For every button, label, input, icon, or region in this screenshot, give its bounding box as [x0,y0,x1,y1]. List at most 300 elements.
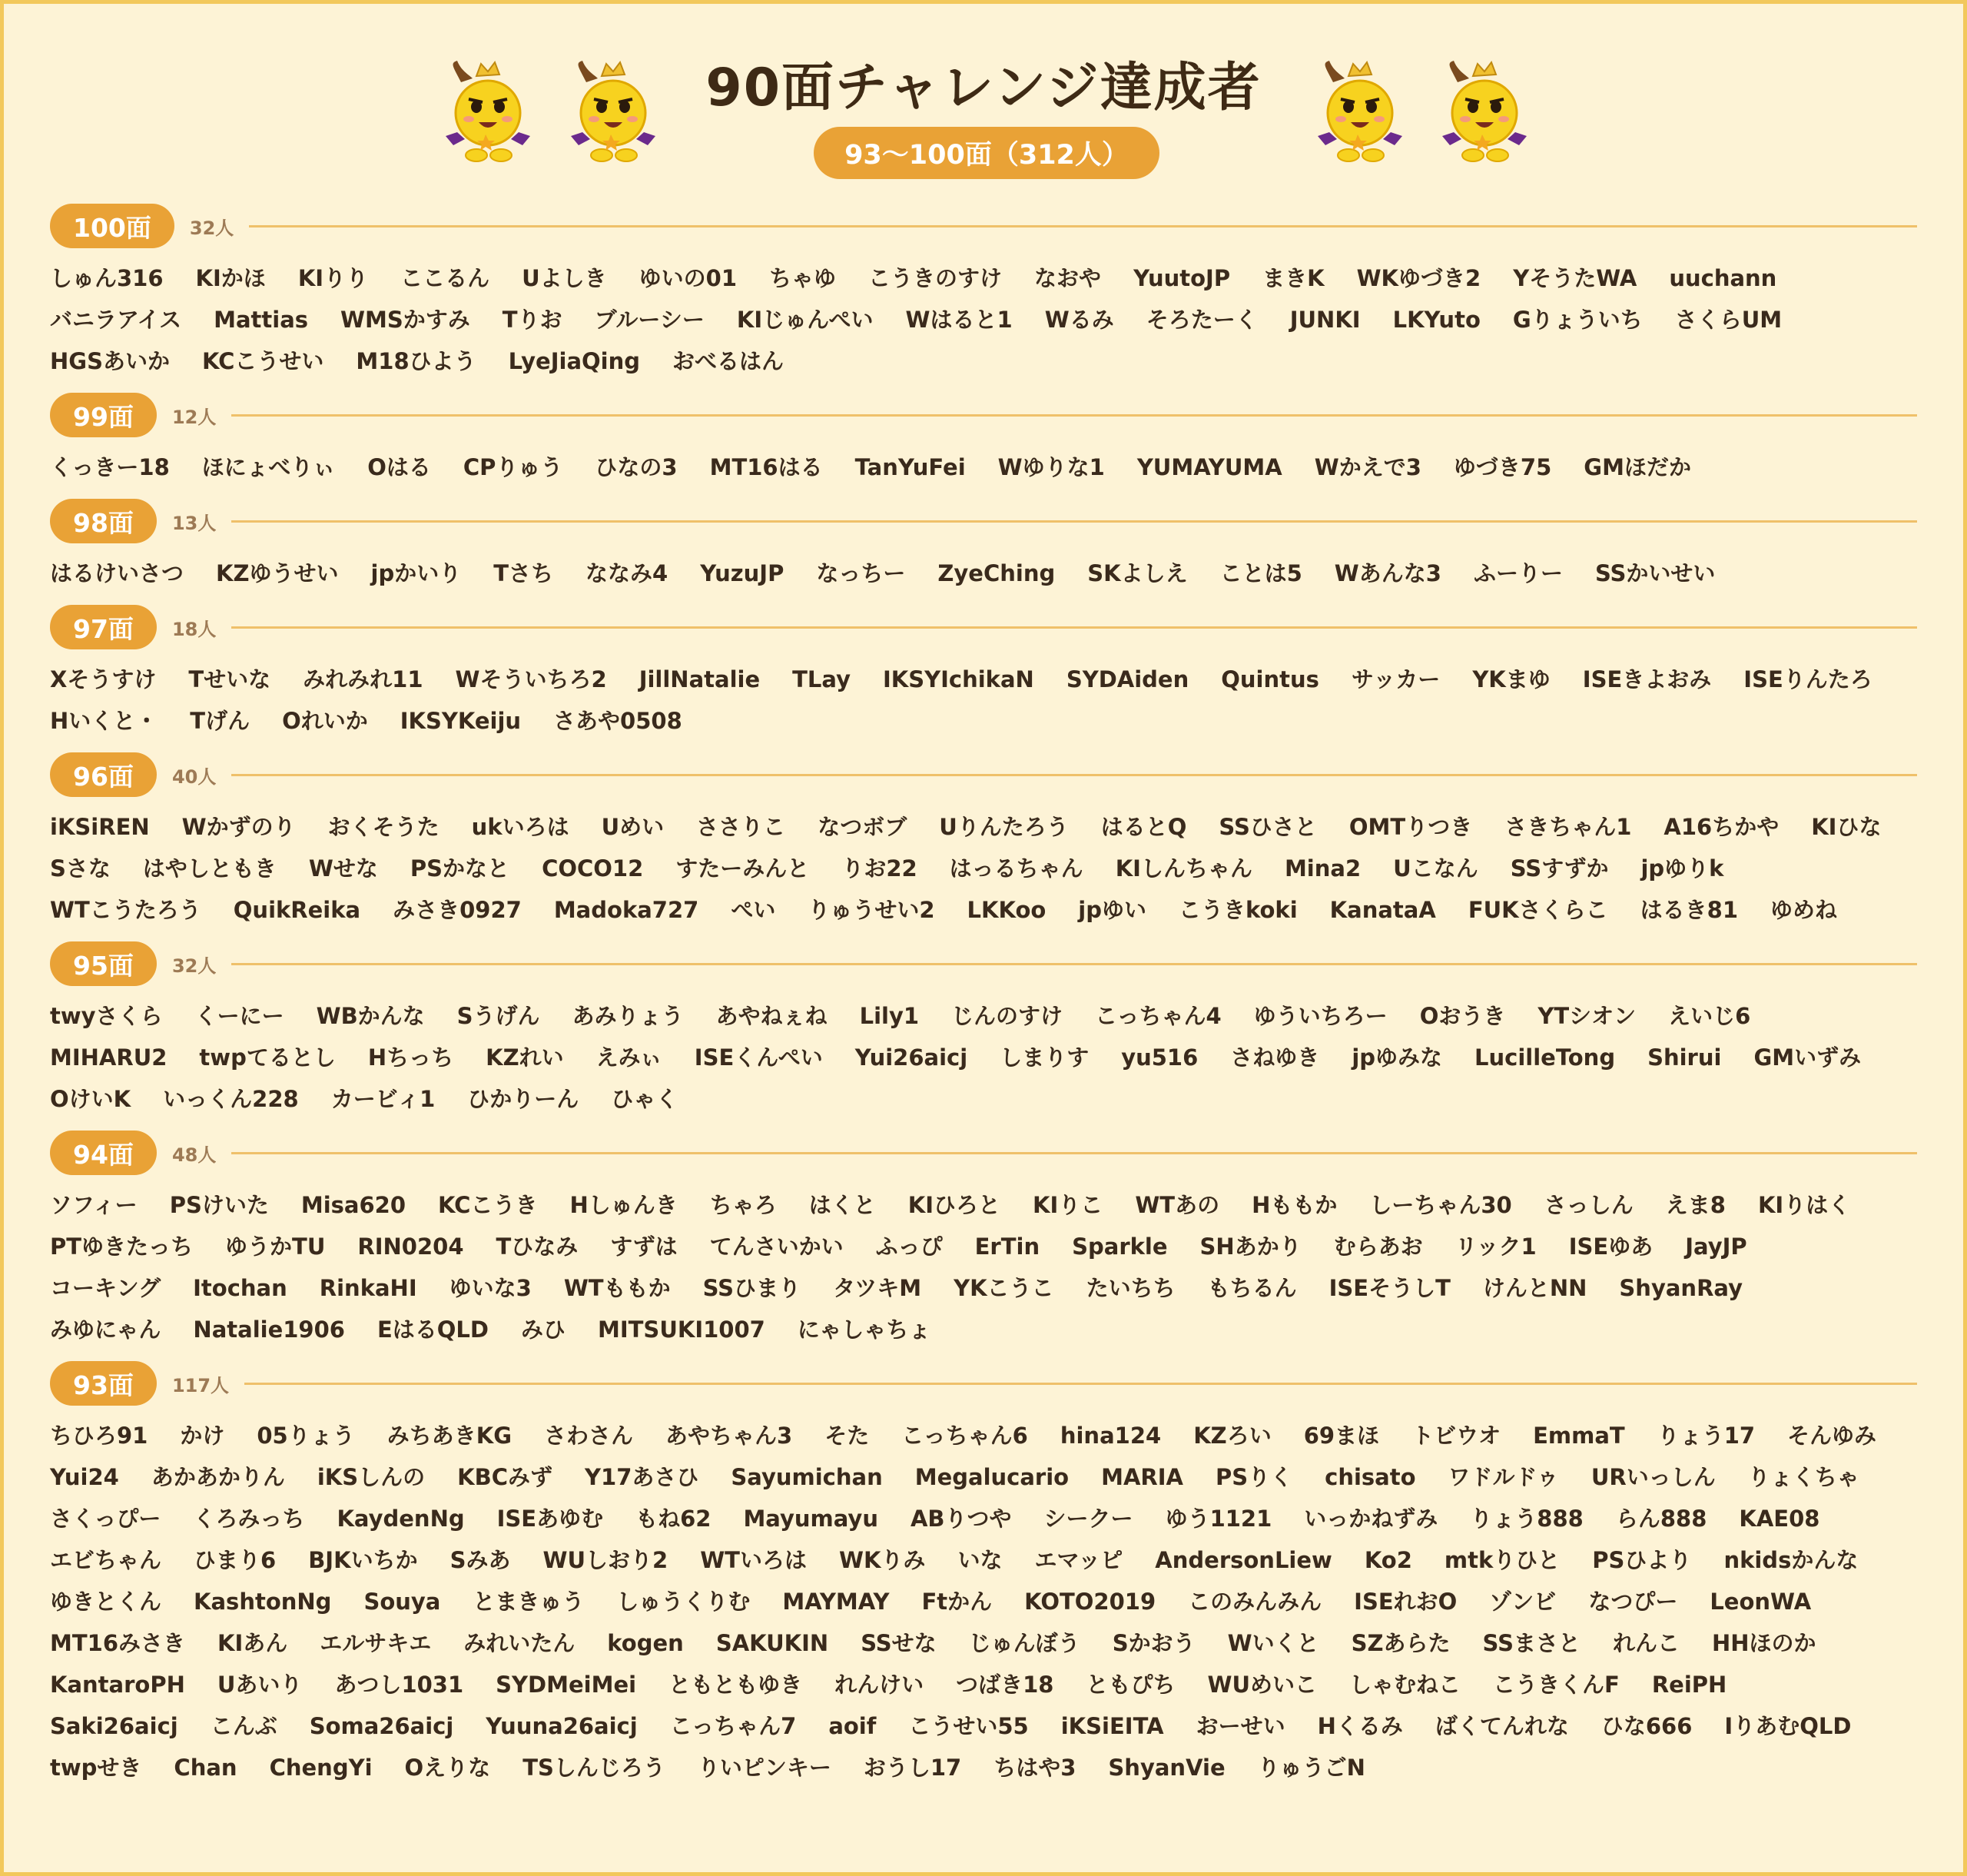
achiever-name: twyさくら [50,1003,163,1029]
achiever-name: GMいずみ [1753,1044,1862,1071]
achiever-name: ABりつや [910,1506,1012,1532]
achiever-name: LeonWA [1710,1589,1812,1615]
page-title: 90面チャレンジ達成者 [705,58,1262,118]
achiever-name: jpゆい [1078,897,1146,923]
achiever-name: Wゆりな1 [997,454,1105,480]
achiever-name: ぺい [731,897,776,923]
achiever-name: Oはる [367,454,431,480]
achiever-name: つばき18 [956,1672,1054,1698]
achiever-name: そんゆみ [1787,1423,1877,1449]
achiever-name: PTゆきたっち [50,1234,194,1260]
achiever-name: PSりく [1215,1464,1293,1490]
achiever-name: YKこうこ [954,1275,1054,1301]
achiever-name: たいちち [1086,1275,1176,1301]
achiever-name: Mina2 [1284,855,1362,882]
achiever-name: HGSあいか [50,348,170,374]
achiever-name: みひ [520,1317,566,1343]
achiever-name: こっちゃん4 [1095,1003,1222,1029]
achiever-name: 05りょう [257,1423,355,1449]
names-list [50,1184,1917,1350]
achiever-name: ReiPH [1651,1672,1727,1698]
achiever-name: Uめい [601,814,665,840]
achiever-name: Wあんな3 [1334,560,1441,586]
achiever-name: ISEくんぺい [694,1044,823,1071]
achiever-name: WTこうたろう [50,897,201,923]
achiever-name: Wいくと [1227,1630,1319,1656]
achiever-name: chisato [1325,1464,1416,1490]
achiever-name: Uこなん [1393,855,1478,882]
achiever-name: Wそういちろ2 [455,666,607,692]
achiever-name: Wかずのり [181,814,296,840]
section-count: 13人 [171,512,217,534]
achiever-name: ISEりんたろ [1743,666,1872,692]
achiever-name: KZれい [486,1044,564,1071]
achiever-name: れんけい [834,1672,924,1698]
achiever-name: TSしんじろう [522,1755,665,1781]
names-list [50,447,1917,488]
achiever-name: Uあいり [217,1672,303,1698]
mascot-icon [1302,59,1418,167]
achiever-name: ちひろ91 [50,1423,148,1449]
achiever-name: twpてるとし [199,1044,336,1071]
achiever-name: えみぃ [595,1044,662,1071]
achiever-name: りょう17 [1657,1423,1756,1449]
achiever-name: SKよしえ [1087,560,1188,586]
achiever-name: いっくん228 [163,1086,299,1112]
achiever-name: そろたーく [1146,307,1258,333]
achiever-name: Sさな [50,855,111,882]
achiever-name: SSせな [861,1630,937,1656]
achiever-name: SAKUKIN [715,1630,829,1656]
achiever-name: LyeJiaQing [508,348,641,374]
achiever-name: WTいろは [700,1547,807,1573]
achiever-name: こっちゃん6 [901,1423,1028,1449]
achiever-name: はやしともき [142,855,277,882]
achiever-name: みれみれ11 [303,666,423,692]
achiever-name: おくそうた [327,814,440,840]
section-divider [231,520,1917,523]
achiever-name: KIりこ [1033,1192,1103,1218]
achiever-name: mtkりひと [1444,1547,1561,1573]
achiever-name: WUめいこ [1207,1672,1318,1698]
achiever-name: SSひまり [702,1275,801,1301]
section-header [50,1360,1917,1407]
achiever-name: くろみっち [193,1506,305,1532]
section-header [50,202,1917,250]
achiever-name: KaydenNg [337,1506,465,1532]
achiever-name: トビウオ [1411,1423,1501,1449]
achiever-name: コーキング [50,1275,161,1301]
achiever-name: にゃしゃちょ [797,1317,931,1343]
achiever-name: ここるん [400,265,490,291]
section-label-pill: 94面 [50,1131,157,1175]
section-7 [50,1360,1917,1788]
achiever-name: ちゃゆ [769,265,837,291]
achiever-name: Mayumayu [743,1506,878,1532]
achiever-name: ukいろは [471,814,569,840]
achiever-name: ISEそうしT [1328,1275,1451,1301]
achiever-name: ひゃく [611,1086,678,1112]
achiever-name: Hももか [1252,1192,1338,1218]
achiever-name: URいっしん [1591,1464,1716,1490]
achiever-name: ソフィー [50,1192,138,1218]
achiever-name: ISEきよおみ [1582,666,1712,692]
section-header [50,391,1917,439]
section-divider [231,1152,1917,1154]
achiever-name: そた [824,1423,870,1449]
achiever-name: Hしゅんき [569,1192,678,1218]
achiever-name: むらあお [1333,1234,1423,1260]
achiever-name: KIあん [217,1630,288,1656]
achiever-name: KAE08 [1739,1506,1820,1532]
achiever-name: ShyanVie [1108,1755,1226,1781]
sections-list [50,202,1917,1798]
achiever-name: nkidsかんな [1723,1547,1859,1573]
achiever-name: Sみあ [449,1547,511,1573]
achiever-name: YそうたWA [1513,265,1637,291]
achiever-name: A16ちかや [1663,814,1780,840]
achiever-name: しまりす [1000,1044,1090,1071]
achiever-name: Megalucario [914,1464,1070,1490]
achiever-name: さくらUM [1674,307,1783,333]
names-list [50,553,1917,594]
achiever-name: Tさち [493,560,554,586]
achiever-name: Xそうすけ [50,666,157,692]
achiever-name: JillNatalie [639,666,761,692]
achiever-name: LKYuto [1392,307,1481,333]
achiever-name: OMTりつき [1348,814,1473,840]
section-label-pill: 93面 [50,1361,157,1406]
achiever-name: Itochan [193,1275,287,1301]
achiever-name: ともともゆき [668,1672,803,1698]
achiever-name: RinkaHI [319,1275,417,1301]
achiever-name: ErTin [974,1234,1040,1260]
achiever-name: ゆいな3 [449,1275,532,1301]
section-6 [50,1129,1917,1350]
achiever-name: Yui26aicj [854,1044,968,1071]
achiever-name: こうきくんF [1493,1672,1620,1698]
achiever-name: みさき0927 [393,897,522,923]
section-label-pill: 100面 [50,204,174,248]
achiever-name: あかあかりん [151,1464,285,1490]
achiever-name: ISEれおO [1354,1589,1458,1615]
achiever-name: あやちゃん3 [665,1423,793,1449]
achiever-name: りゅうせい2 [808,897,935,923]
achiever-name: JayJP [1685,1234,1747,1260]
achiever-name: タツキM [833,1275,922,1301]
achiever-name: Oおうき [1419,1003,1506,1029]
achiever-name: KIりはく [1757,1192,1851,1218]
achiever-name: Oえりな [404,1755,491,1781]
achiever-name: いな [957,1547,1003,1573]
section-count: 48人 [171,1144,217,1166]
achiever-name: KIじゅんぺい [736,307,874,333]
achiever-name: SSまさと [1482,1630,1581,1656]
section-count: 18人 [171,618,217,640]
achiever-name: はくと [808,1192,876,1218]
achiever-name: ゆづき75 [1453,454,1552,480]
achiever-name: EはるQLD [376,1317,489,1343]
achiever-name: EmmaT [1533,1423,1625,1449]
achiever-name: さきちゃん1 [1504,814,1632,840]
achiever-name: ほにょべりぃ [201,454,336,480]
achiever-name: Chan [174,1755,237,1781]
achiever-name: ばくてんれな [1435,1713,1569,1739]
achiever-name: yu516 [1121,1044,1199,1071]
achiever-name: なっちー [816,560,906,586]
section-3 [50,603,1917,742]
achiever-name: iKSiEITA [1060,1713,1164,1739]
achiever-name: ゆきとくん [50,1589,162,1615]
achiever-name: さっしん [1544,1192,1634,1218]
achiever-name: はっるちゃん [949,855,1083,882]
achiever-name: ふーりー [1473,560,1563,586]
achiever-name: kogen [607,1630,684,1656]
achiever-name: ゾンビ [1489,1589,1557,1615]
achiever-name: KashtonNg [194,1589,332,1615]
names-list [50,995,1917,1120]
achiever-name: れんこ [1612,1630,1680,1656]
achiever-name: iKSしんの [317,1464,426,1490]
achiever-name: iKSiREN [50,814,150,840]
achiever-name: ZyeChing [937,560,1056,586]
achiever-name: しゅうくりむ [616,1589,751,1615]
achiever-name: YuutoJP [1133,265,1231,291]
achiever-name: KCこうせい [201,348,324,374]
section-divider [231,414,1917,417]
achiever-name: すずは [610,1234,678,1260]
achiever-name: Gりょういち [1512,307,1643,333]
achiever-name: aoif [828,1713,877,1739]
achiever-name: QuikReika [233,897,361,923]
section-label-pill: 96面 [50,752,157,797]
achiever-name: FUKさくらこ [1468,897,1608,923]
achiever-name: WKゆづき2 [1356,265,1481,291]
achiever-name: jpゆみな [1352,1044,1443,1071]
achiever-name: Souya [363,1589,441,1615]
achiever-name: みれいたん [463,1630,576,1656]
achiever-name: Hくるみ [1317,1713,1403,1739]
achiever-name: ISEゆあ [1568,1234,1654,1260]
achiever-name: さわさん [544,1423,634,1449]
section-header [50,497,1917,545]
achiever-name: Tせいな [188,666,271,692]
section-count: 40人 [171,765,217,788]
achiever-name: WTあの [1135,1192,1220,1218]
achiever-name: Ftかん [921,1589,993,1615]
achiever-name: MT16みさき [50,1630,185,1656]
achiever-name: Natalie1906 [193,1317,345,1343]
achiever-name: KIしんちゃん [1115,855,1252,882]
achiever-name: Wせな [308,855,378,882]
section-label-pill: 97面 [50,605,157,649]
section-count: 32人 [189,217,234,239]
achiever-name: SSすずか [1510,855,1609,882]
achiever-name: Oれいか [282,708,368,734]
achiever-name: PSひより [1592,1547,1692,1573]
achiever-name: KIひろと [907,1192,1001,1218]
achiever-name: Saki26aicj [50,1713,178,1739]
section-divider [244,1383,1917,1385]
achiever-name: KantaroPH [50,1672,185,1698]
section-header [50,1129,1917,1177]
achiever-name: まきK [1262,265,1325,291]
achiever-name: YUMAYUMA [1136,454,1282,480]
achiever-name: Y17あさひ [585,1464,699,1490]
achiever-name: RIN0204 [357,1234,464,1260]
achiever-name: Uよしき [522,265,607,291]
achiever-name: KBCみず [457,1464,553,1490]
section-header [50,751,1917,799]
achiever-name: エルサキエ [320,1630,432,1656]
achiever-name: jpかいり [370,560,462,586]
achiever-name: ふっぴ [875,1234,943,1260]
achiever-name: Uりんたろう [939,814,1069,840]
section-2 [50,497,1917,594]
achiever-name: こっちゃん7 [669,1713,797,1739]
achiever-name: ひかりーん [467,1086,579,1112]
achiever-name: シークー [1043,1506,1133,1532]
achiever-name: IりあむQLD [1724,1713,1852,1739]
achiever-name: はるけいさつ [50,560,184,586]
mascot-icon [1427,59,1542,167]
achiever-name: Mattias [214,307,309,333]
names-list [50,257,1917,382]
achiever-name: りょくちゃ [1747,1464,1859,1490]
achiever-name: twpせき [50,1755,142,1781]
section-count: 12人 [171,406,217,428]
achiever-name: ゆう1121 [1165,1506,1272,1532]
achiever-name: Sayumichan [731,1464,883,1490]
achiever-name: GMほだか [1584,454,1691,480]
achiever-name: CPりゅう [463,454,563,480]
achiever-name: ひまり6 [194,1547,277,1573]
achiever-name: すたーみんと [675,855,810,882]
achiever-name: いっかねずみ [1304,1506,1438,1532]
section-0 [50,202,1917,382]
section-5 [50,940,1917,1120]
achiever-name: ともぴち [1086,1672,1176,1698]
section-count: 117人 [171,1374,230,1396]
achiever-name: HHほのか [1712,1630,1816,1656]
achiever-name: MARIA [1101,1464,1183,1490]
achiever-name: BJKいちか [308,1547,418,1573]
achiever-name: IKSYIchikaN [882,666,1034,692]
achiever-name: ChengYi [269,1755,373,1781]
achiever-name: みちあきKG [386,1423,512,1449]
achiever-name: くーにー [194,1003,284,1029]
achiever-name: KanataA [1329,897,1436,923]
achiever-name: はるとQ [1100,814,1187,840]
achiever-name: MITSUKI1007 [598,1317,765,1343]
achiever-name: こうせい55 [908,1713,1029,1739]
section-4 [50,751,1917,931]
achiever-name: KIりり [297,265,369,291]
achiever-name: けんとNN [1482,1275,1587,1301]
section-divider [231,774,1917,776]
achiever-name: 69まほ [1303,1423,1380,1449]
achiever-name: SYDAiden [1066,666,1189,692]
achiever-name: バニラアイス [50,307,182,333]
achiever-name: Sうげん [456,1003,540,1029]
names-list [50,806,1917,931]
achiever-name: PSけいた [169,1192,269,1218]
achiever-name: ちゃろ [709,1192,777,1218]
section-header [50,940,1917,988]
achiever-name: くっきー18 [50,454,170,480]
achiever-name: Lily1 [859,1003,920,1029]
section-label-pill: 98面 [50,499,157,543]
achiever-name: MAYMAY [782,1589,890,1615]
section-divider [249,225,1917,227]
achiever-name: かけ [180,1423,225,1449]
achiever-name: Shirui [1647,1044,1722,1071]
achiever-name: Misa620 [300,1192,406,1218]
achiever-name: WKりみ [838,1547,926,1573]
achiever-name: あつし1031 [334,1672,464,1698]
achiever-name: あみりょう [572,1003,684,1029]
achiever-name: SHあかり [1199,1234,1302,1260]
achiever-name: PSかなと [410,855,510,882]
achiever-name: ひな666 [1600,1713,1693,1739]
achiever-name: りいピンキー [697,1755,831,1781]
achiever-name: MT16はる [709,454,823,480]
subtitle-badge: 93〜100面（312人） [814,127,1159,179]
achiever-name: じんのすけ [951,1003,1063,1029]
achiever-name: hina124 [1060,1423,1162,1449]
achiever-name: とまきゅう [473,1589,585,1615]
achiever-name: YKまゆ [1472,666,1551,692]
achiever-name: SSひさと [1219,814,1317,840]
achiever-name: ひなの3 [595,454,678,480]
achiever-name: MIHARU2 [50,1044,168,1071]
achiever-name: りょう888 [1470,1506,1584,1532]
section-header [50,603,1917,651]
achiever-name: ISEあゆむ [496,1506,604,1532]
achiever-name: KZろい [1193,1423,1272,1449]
achiever-name: おうし17 [863,1755,962,1781]
achiever-name: おーせい [1196,1713,1285,1739]
achiever-name: KIかほ [195,265,266,291]
achiever-name: なつぴー [1588,1589,1678,1615]
achiever-name: サッカー [1351,666,1441,692]
achiever-name: エマッピ [1034,1547,1123,1573]
achiever-name: jpゆりk [1640,855,1724,882]
achiever-name: KZゆうせい [216,560,339,586]
achiever-name: Tひなみ [496,1234,579,1260]
achiever-name: えいじ6 [1668,1003,1751,1029]
achiever-name: ささりこ [696,814,786,840]
achiever-name: おべるはん [672,348,784,374]
achiever-name: てんさいかい [709,1234,844,1260]
section-1 [50,391,1917,488]
achiever-name: さあや0508 [553,708,682,734]
achiever-name: Hいくと・ [50,708,158,734]
achiever-name: もちるん [1207,1275,1297,1301]
section-divider [231,963,1917,965]
achiever-name: Wるみ [1044,307,1114,333]
achiever-name: WMSかすみ [340,307,470,333]
achiever-name: なつボブ [818,814,907,840]
achiever-name: KCこうき [438,1192,538,1218]
achiever-name: YuzuJP [700,560,784,586]
achiever-name: りお22 [841,855,917,882]
achiever-name: Sparkle [1072,1234,1168,1260]
achiever-name: ブルーシー [594,307,705,333]
achiever-name: uuchann [1669,265,1777,291]
achiever-name: こうきkoki [1179,897,1298,923]
achiever-name: Wかえで3 [1314,454,1421,480]
